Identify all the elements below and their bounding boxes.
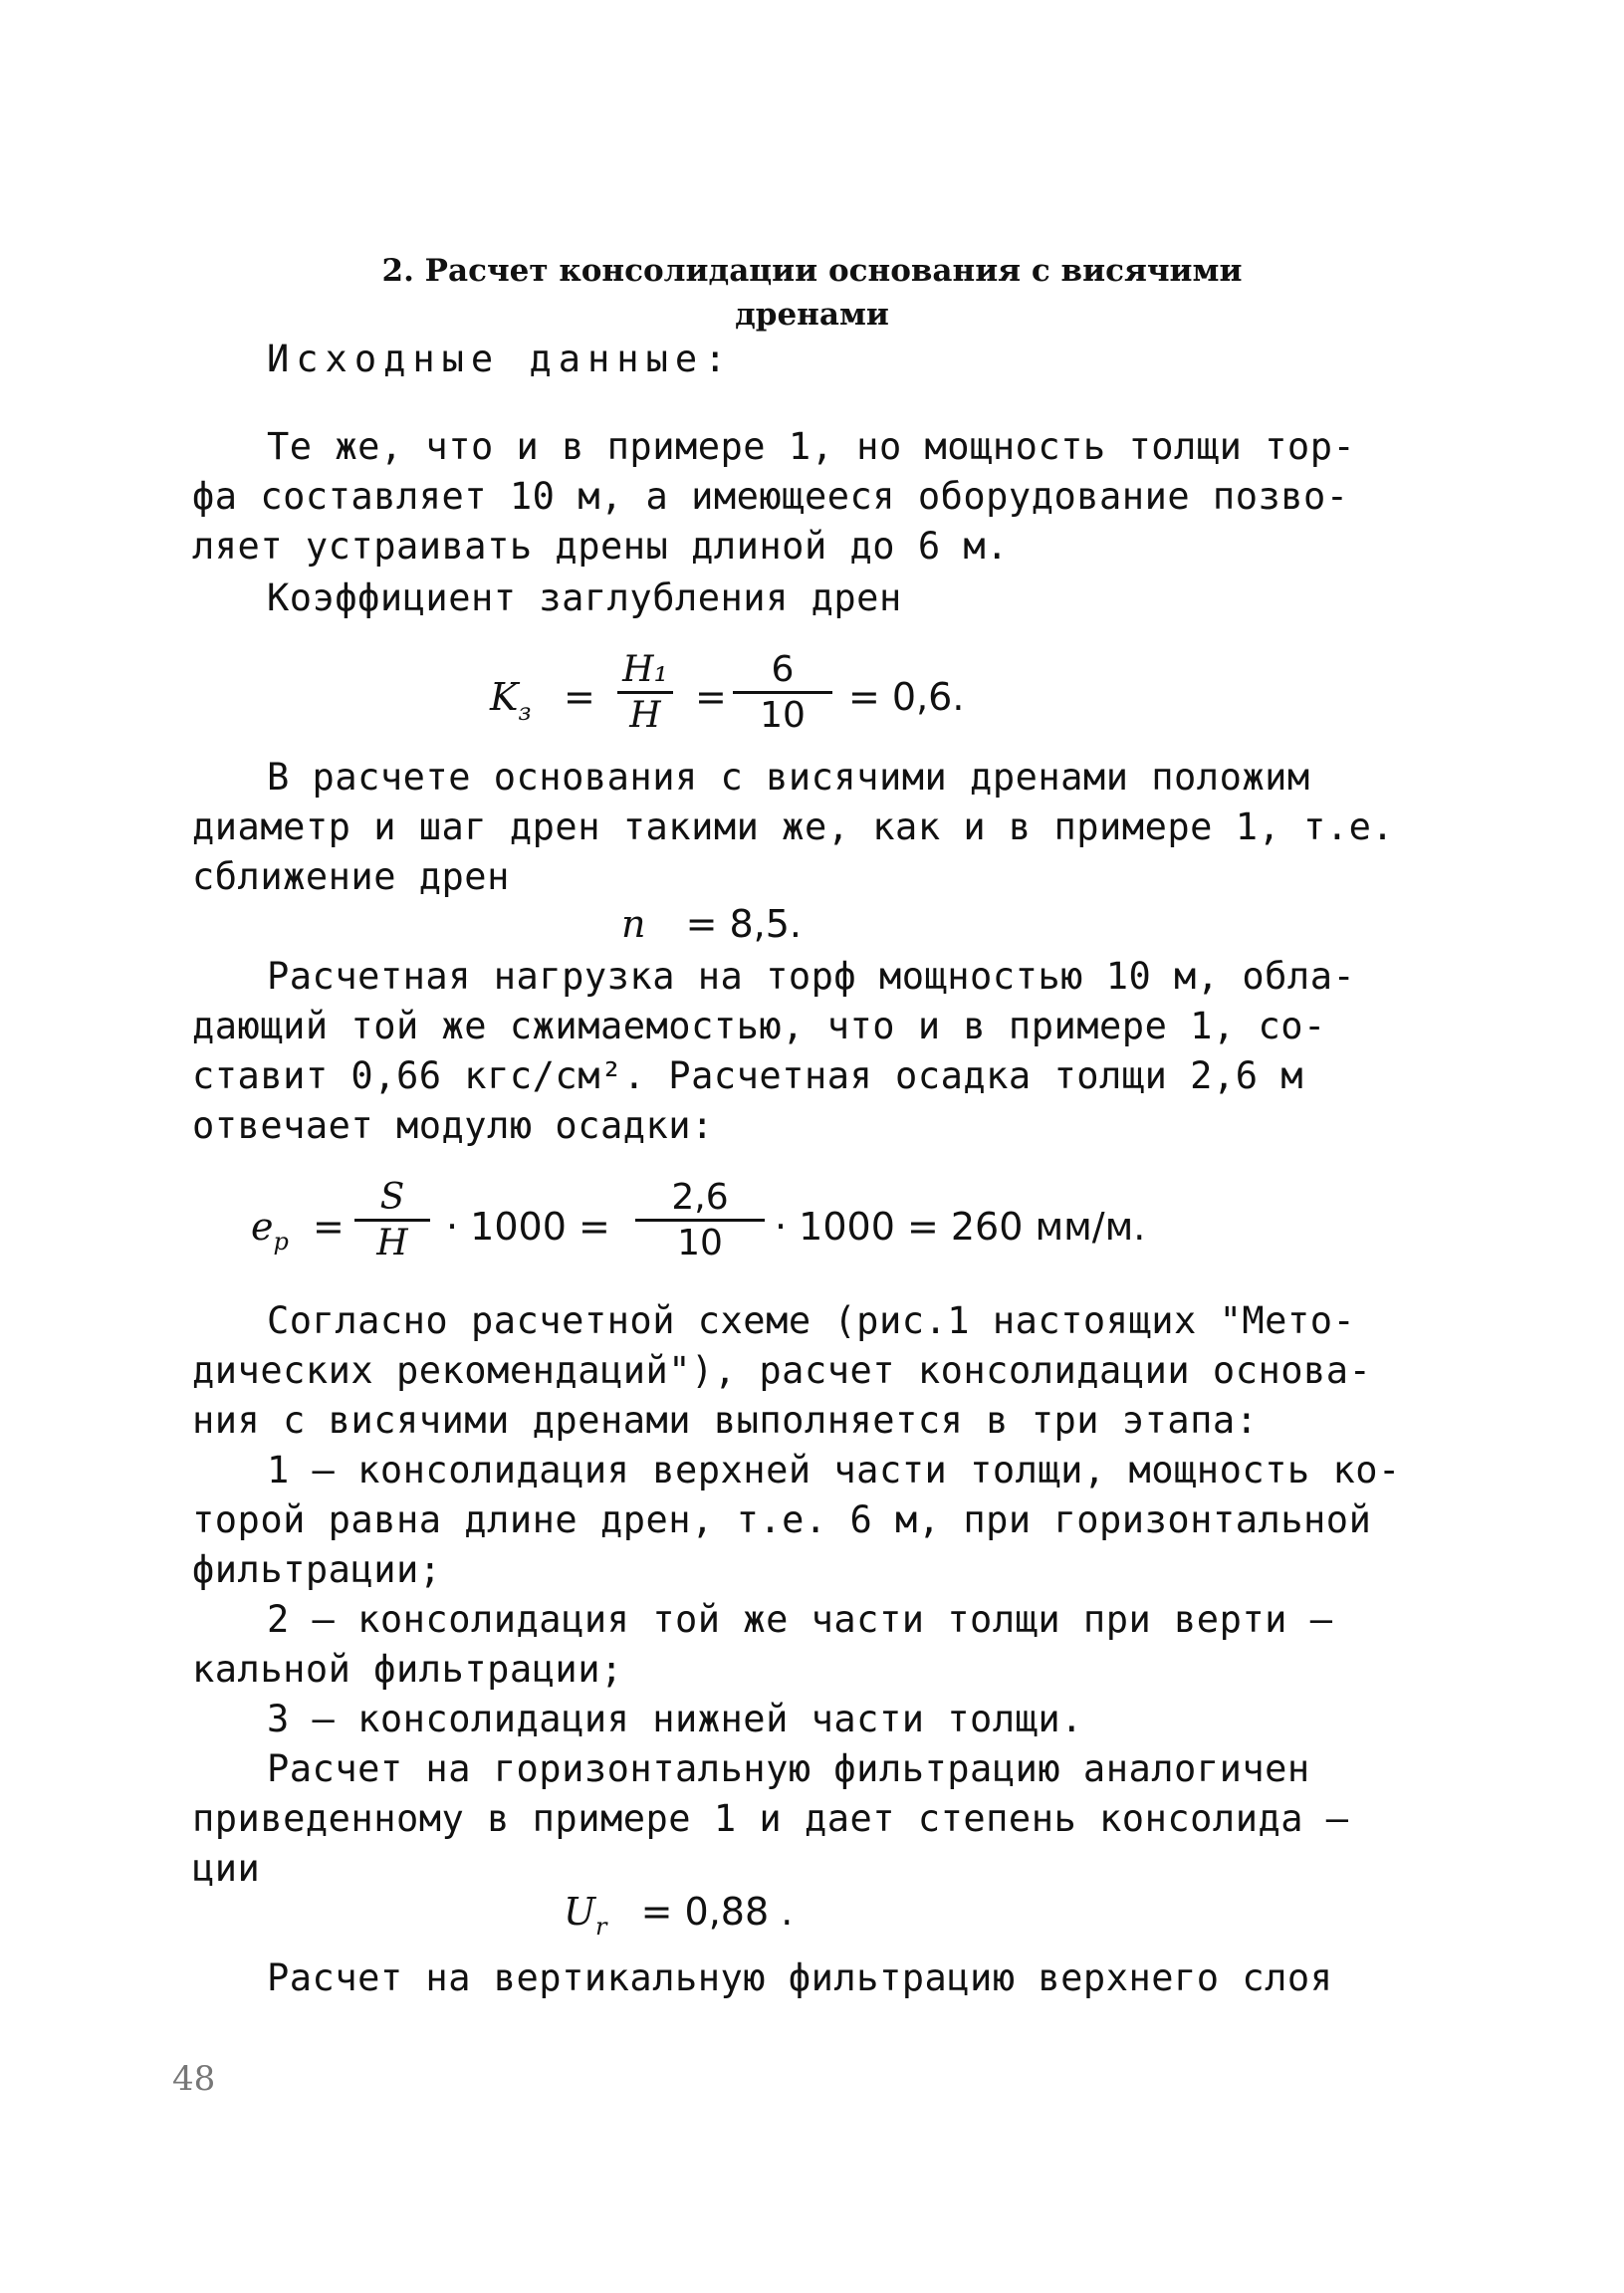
formula-ep-subscript: p bbox=[273, 1228, 289, 1256]
formula-kz-fraction-1-denominator: H bbox=[629, 695, 661, 736]
formula-kz-fraction-2-numerator: 6 bbox=[771, 649, 795, 690]
formula-ep-fraction-2-denominator: 10 bbox=[677, 1223, 723, 1263]
page-number: 48 bbox=[172, 2059, 216, 2099]
formula-kz-subscript: з bbox=[518, 698, 532, 726]
paragraph-1-line-2: фа составляет 10 м, а имеющееся оборудование позво- bbox=[192, 475, 1349, 518]
paragraph-2: Коэффициент заглубления дрен bbox=[267, 576, 902, 619]
formula-ep-fraction-2-numerator: 2,6 bbox=[671, 1177, 729, 1218]
formula-ep-symbol: e bbox=[251, 1205, 274, 1249]
paragraph-6-line-3: ции bbox=[192, 1847, 261, 1890]
formula-ur-symbol: U bbox=[564, 1890, 596, 1934]
formula-ur-value: = 0,88 . bbox=[640, 1890, 794, 1934]
formula-ep-eq1: = bbox=[313, 1205, 345, 1249]
formula-n-symbol: n bbox=[621, 902, 646, 946]
formula-kz-fraction-2 bbox=[733, 649, 832, 738]
formula-ur-subscript: r bbox=[595, 1913, 607, 1941]
paragraph-4-line-1: Расчетная нагрузка на торф мощностью 10 м, обла- bbox=[267, 955, 1356, 998]
step-1-line-2: торой равна длине дрен, т.е. 6 м, при горизонтальной bbox=[192, 1498, 1372, 1541]
formula-kz-fraction-1 bbox=[617, 649, 673, 738]
paragraph-1-line-3: ляет устраивать дрены длиной до 6 м. bbox=[192, 525, 1009, 568]
formula-n bbox=[621, 902, 802, 946]
paragraph-4-line-3: ставит 0,66 кгс/см². Расчетная осадка толщи 2,6 м bbox=[192, 1054, 1304, 1097]
paragraph-5-line-1: Согласно расчетной схеме (рис.1 настоящих "Мето- bbox=[267, 1299, 1356, 1342]
paragraph-4-line-2: дающий той же сжимаемостью, что и в примере 1, со- bbox=[192, 1005, 1326, 1047]
formula-kz-symbol: K bbox=[490, 675, 519, 719]
paragraph-3-line-1: В расчете основания с висячими дренами положим bbox=[267, 756, 1310, 799]
formula-kz-lhs bbox=[490, 675, 531, 734]
paragraph-7: Расчет на вертикальную фильтрацию верхнего слоя bbox=[267, 1956, 1333, 1999]
paragraph-1-line-1: Те же, что и в примере 1, но мощность толщи тор- bbox=[267, 425, 1356, 468]
step-3: 3 – консолидация нижней части толщи. bbox=[267, 1698, 1083, 1740]
formula-ep-result: · 1000 = 260 мм/м. bbox=[775, 1205, 1146, 1249]
formula-kz-result: = 0,6. bbox=[848, 675, 965, 719]
formula-ep-mult-1: · 1000 = bbox=[446, 1205, 610, 1249]
formula-ep-fraction-1-denominator: H bbox=[376, 1223, 408, 1263]
paragraph-5-line-3: ния с висячими дренами выполняется в три этапа: bbox=[192, 1399, 1259, 1442]
step-2-line-2: кальной фильтрации; bbox=[192, 1648, 623, 1691]
formula-ep-lhs bbox=[251, 1205, 289, 1263]
formula-ur bbox=[564, 1890, 793, 1949]
formula-kz-fraction-1-numerator: H₁ bbox=[622, 649, 668, 690]
step-2-line-1: 2 – консолидация той же части толщи при верти – bbox=[267, 1598, 1333, 1641]
step-1-line-1: 1 – консолидация верхней части толщи, мощность ко- bbox=[267, 1449, 1401, 1491]
paragraph-3-line-2: диаметр и шаг дрен такими же, как и в примере 1, т.е. bbox=[192, 805, 1395, 848]
formula-kz-fraction-2-denominator: 10 bbox=[760, 695, 806, 736]
paragraph-5-line-2: дических рекомендаций"), расчет консолидации основа- bbox=[192, 1349, 1372, 1392]
formula-kz-eq2: = bbox=[695, 675, 727, 719]
paragraph-4-line-4: отвечает модулю осадки: bbox=[192, 1104, 714, 1147]
initial-data-label: Исходные данные: bbox=[267, 338, 734, 380]
formula-ep-fraction-1 bbox=[354, 1177, 430, 1265]
section-heading-line-1: 2. Расчет консолидации основания с висячими bbox=[381, 253, 1243, 289]
formula-n-value: = 8,5. bbox=[685, 902, 803, 946]
paragraph-3-line-3: сближение дрен bbox=[192, 855, 510, 898]
step-1-line-3: фильтрации; bbox=[192, 1548, 442, 1591]
formula-ep-fraction-2 bbox=[635, 1177, 765, 1265]
paragraph-6-line-1: Расчет на горизонтальную фильтрацию аналогичен bbox=[267, 1747, 1310, 1790]
section-heading-line-2: дренами bbox=[735, 297, 889, 333]
paragraph-6-line-2: приведенному в примере 1 и дает степень консолида – bbox=[192, 1797, 1349, 1840]
formula-ep-fraction-1-numerator: S bbox=[379, 1177, 405, 1218]
formula-kz-eq1: = bbox=[564, 675, 595, 719]
